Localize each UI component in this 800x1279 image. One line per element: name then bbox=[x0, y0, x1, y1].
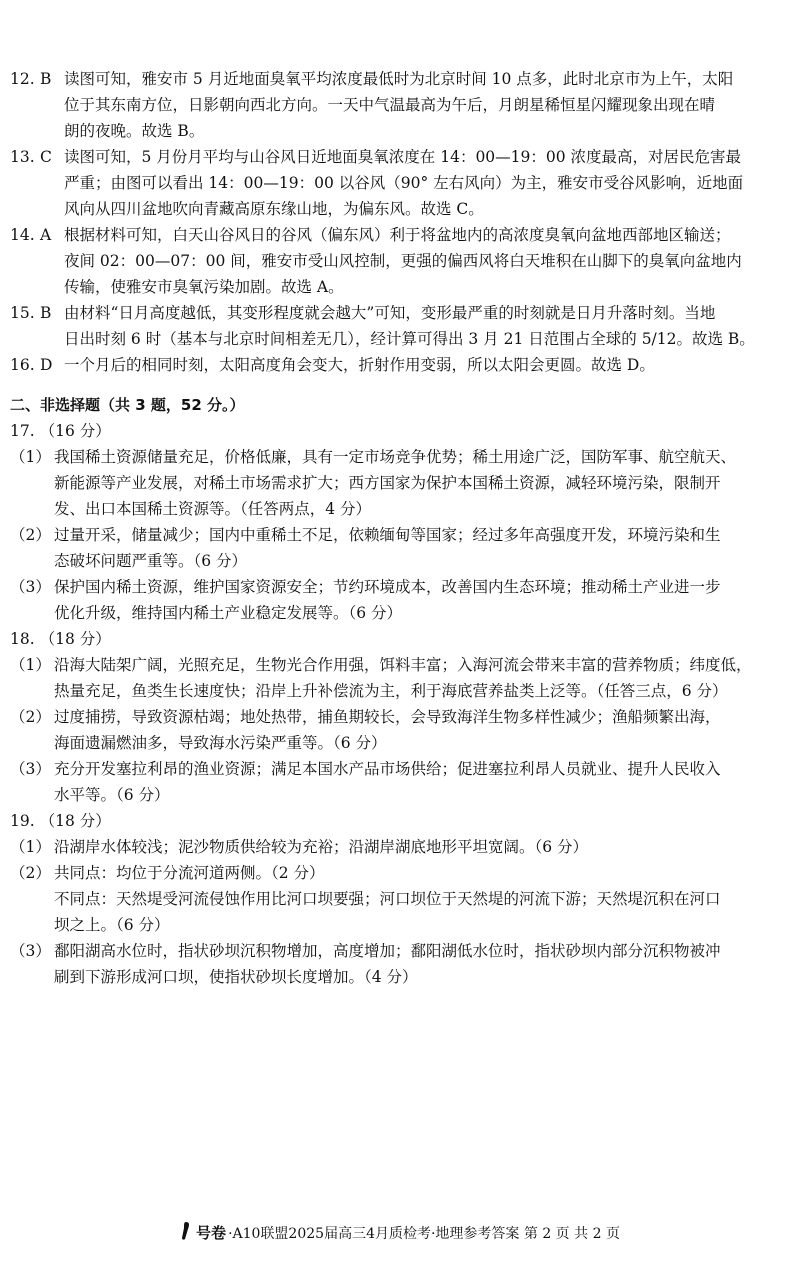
explanation-text: 日出时刻 6 时（基本与北京时间相差无几），经计算可得出 3 月 21 日范围占全球的 5/12。故选 B。 bbox=[64, 330, 755, 348]
answer-choice: D bbox=[40, 356, 53, 374]
explanation-text: 一个月后的相同时刻，太阳高度角会变大，折射作用变弱，所以太阳会更圆。故选 D。 bbox=[64, 356, 655, 374]
mc-answer-row bbox=[10, 352, 786, 378]
answer-text: 不同点：天然堤受河流侵蚀作用比河口坝要强；河口坝位于天然堤的河流下游；天然堤沉积在河口 bbox=[54, 890, 721, 908]
sub-question-label: （3） bbox=[10, 578, 51, 596]
explanation-text: 根据材料可知，白天山谷风日的谷风（偏东风）利于将盆地内的高浓度臭氧向盆地西部地区输送； bbox=[64, 226, 731, 244]
sub-question-label: （2） bbox=[10, 864, 51, 882]
explanation-text: 夜间 02：00—07：00 间，雅安市受山风控制，更强的偏西风将白天堆积在山脚下的臭氧向盆地内 bbox=[64, 252, 742, 270]
answer-text: 共同点：均位于分流河道两侧。（2 分） bbox=[54, 864, 325, 882]
question-number: 16. bbox=[10, 356, 35, 374]
answer-text: 坝之上。（6 分） bbox=[54, 916, 170, 934]
explanation-text: 读图可知，雅安市 5 月近地面臭氧平均浓度最低时为北京时间 10 点多，此时北京市为上午，太阳 bbox=[64, 70, 734, 88]
mc-answer-row bbox=[10, 222, 786, 248]
answer-text: 鄱阳湖高水位时，指状砂坝沉积物增加，高度增加；鄱阳湖低水位时，指状砂坝内部分沉积物被冲 bbox=[54, 942, 721, 960]
sub-question-label: （1） bbox=[10, 448, 51, 466]
sub-question-label: （3） bbox=[10, 942, 51, 960]
answer-text: 新能源等产业发展，对稀土市场需求扩大；西方国家为保护本国稀土资源，减轻环境污染，限制开 bbox=[54, 474, 721, 492]
question-header: 18. （18 分） bbox=[10, 630, 111, 648]
question-header: 19. （18 分） bbox=[10, 812, 111, 830]
sub-answer-row bbox=[10, 574, 786, 600]
answer-text: 发、出口本国稀土资源等。（任答两点，4 分） bbox=[54, 500, 372, 518]
answer-choice: B bbox=[40, 70, 52, 88]
footer-text: ·A10联盟2025届高三4月质检考·地理参考答案 第 2 页 共 2 页 bbox=[228, 1226, 620, 1242]
answer-choice: B bbox=[40, 304, 52, 322]
explanation-text: 风向从四川盆地吹向青藏高原东缘山地，为偏东风。故选 C。 bbox=[64, 200, 484, 218]
sub-answer-row bbox=[10, 444, 786, 470]
sub-question-label: （2） bbox=[10, 526, 51, 544]
non-choice-answers bbox=[10, 418, 786, 990]
multiple-choice-answers bbox=[10, 66, 786, 378]
sub-question-label: （2） bbox=[10, 708, 51, 726]
sub-answer-row bbox=[10, 756, 786, 782]
sub-answer-row bbox=[10, 652, 786, 678]
question-number: 12. bbox=[10, 70, 35, 88]
explanation-text: 严重；由图可以看出 14：00—19：00 以谷风（90° 左右风向）为主，雅安市受谷风影响，近地面 bbox=[64, 174, 744, 192]
mc-answer-row bbox=[10, 66, 786, 92]
answer-text: 沿海大陆架广阔，光照充足，生物光合作用强，饵料丰富；入海河流会带来丰富的营养物质；纬度低， bbox=[54, 656, 752, 674]
answer-text: 态破坏问题严重等。（6 分） bbox=[54, 552, 248, 570]
answer-text: 刷到下游形成河口坝，使指状砂坝长度增加。（4 分） bbox=[54, 968, 418, 986]
explanation-text: 读图可知，5 月份月平均与山谷风日近地面臭氧浓度在 14：00—19：00 浓度最高，对居民危害最 bbox=[64, 148, 742, 166]
sub-question-label: （1） bbox=[10, 838, 51, 856]
sub-answer-row bbox=[10, 860, 786, 886]
sub-answer-row bbox=[10, 938, 786, 964]
question-number: 15. bbox=[10, 304, 35, 322]
answer-text: 热量充足，鱼类生长速度快；沿岸上升补偿流为主，利于海底营养盐类上泛等。（任答三点，6 分） bbox=[54, 682, 728, 700]
explanation-text: 由材料“日月高度越低，其变形程度就会越大”可知，变形最严重的时刻就是日月升落时刻。当地 bbox=[64, 304, 716, 322]
mc-answer-row bbox=[10, 144, 786, 170]
brush-stroke-logo-icon bbox=[180, 1221, 192, 1247]
sub-answer-row bbox=[10, 522, 786, 548]
answer-text: 保护国内稀土资源，维护国家资源安全；节约环境成本，改善国内生态环境；推动稀土产业进一步 bbox=[54, 578, 721, 596]
section-gap bbox=[10, 378, 786, 392]
question-number: 13. bbox=[10, 148, 35, 166]
explanation-text: 传输，使雅安市臭氧污染加剧。故选 A。 bbox=[64, 278, 344, 296]
sub-question-label: （3） bbox=[10, 760, 51, 778]
answer-text: 充分开发塞拉利昂的渔业资源；满足本国水产品市场供给；促进塞拉利昂人员就业、提升人民收入 bbox=[54, 760, 721, 778]
answer-choice: C bbox=[40, 148, 52, 166]
section-title: 二、非选择题（共 3 题，52 分。） bbox=[10, 396, 245, 414]
answer-text: 水平等。（6 分） bbox=[54, 786, 170, 804]
answer-text: 过量开采，储量减少；国内中重稀土不足，依赖缅甸等国家；经过多年高强度开发，环境污染和生 bbox=[54, 526, 721, 544]
answer-content bbox=[10, 66, 786, 990]
question-header: 17. （16 分） bbox=[10, 422, 111, 440]
sub-answer-row bbox=[10, 834, 786, 860]
answer-text: 我国稀土资源储量充足，价格低廉，具有一定市场竞争优势；稀土用途广泛，国防军事、航空航天、 bbox=[54, 448, 737, 466]
sub-answer-row bbox=[10, 704, 786, 730]
sub-question-label: （1） bbox=[10, 656, 51, 674]
answer-text: 海面遗漏燃油多，导致海水污染严重等。（6 分） bbox=[54, 734, 387, 752]
answer-choice: A bbox=[40, 226, 52, 244]
answer-text: 优化升级，维持国内稀土产业稳定发展等。（6 分） bbox=[54, 604, 403, 622]
page-footer bbox=[0, 1221, 800, 1247]
answer-text: 沿湖岸水体较浅；泥沙物质供给较为充裕；沿湖岸湖底地形平坦宽阔。（6 分） bbox=[54, 838, 589, 856]
explanation-text: 位于其东南方位，日影朝向西北方向。一天中气温最高为午后，月朗星稀恒星闪耀现象出现在晴 bbox=[64, 96, 716, 114]
mc-answer-row bbox=[10, 300, 786, 326]
answer-text: 过度捕捞，导致资源枯竭；地处热带，捕鱼期较长，会导致海洋生物多样性减少；渔船频繁出海， bbox=[54, 708, 721, 726]
question-number: 14. bbox=[10, 226, 35, 244]
footer-logo-text: 号卷 bbox=[196, 1224, 227, 1242]
explanation-text: 朗的夜晚。故选 B。 bbox=[64, 122, 205, 140]
